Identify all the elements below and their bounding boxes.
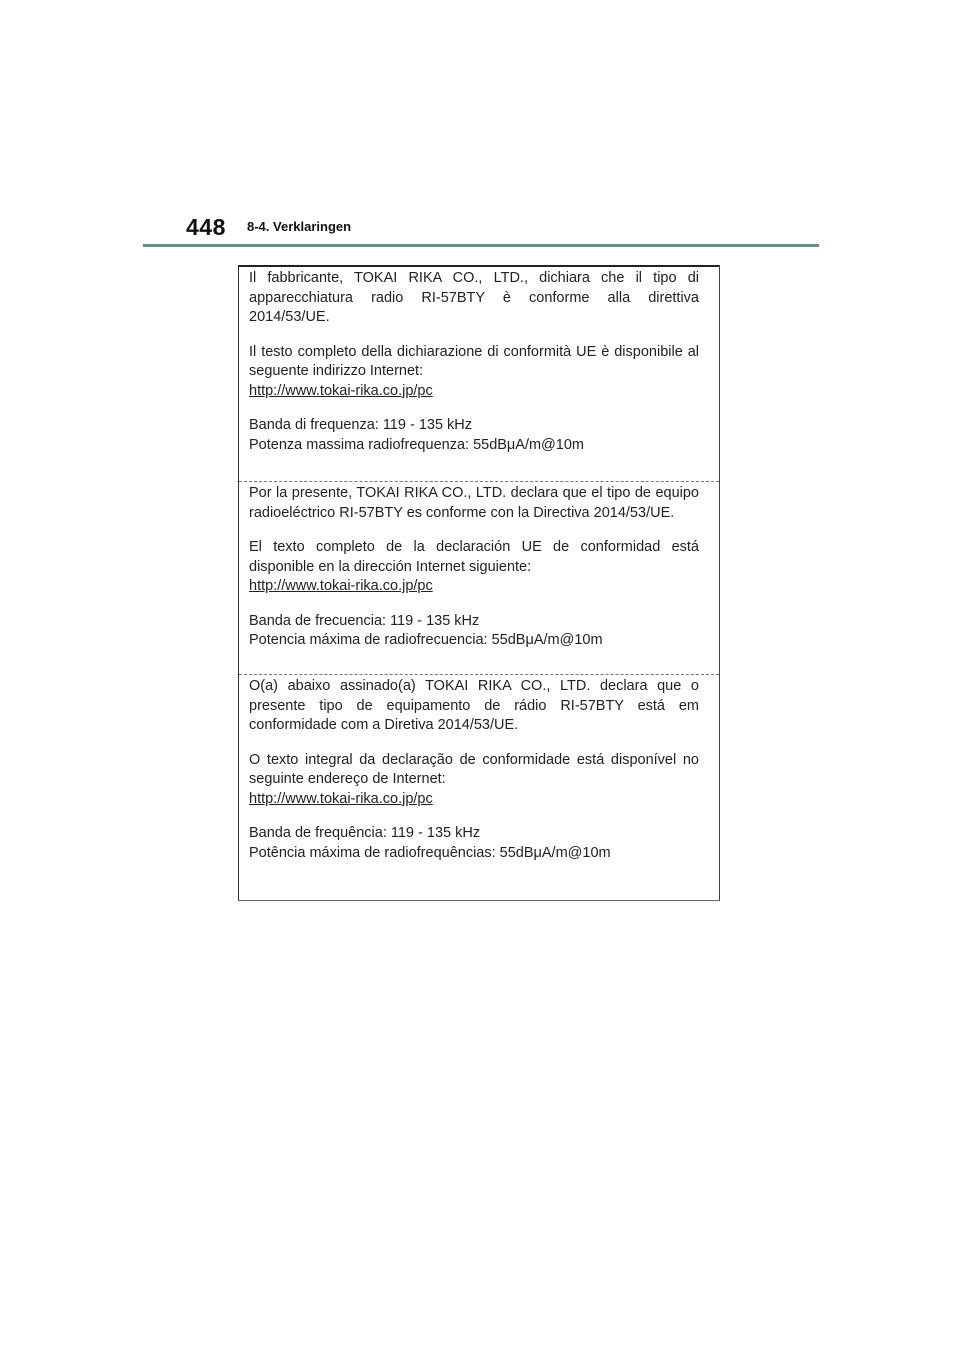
declaration-box: [238, 265, 720, 901]
italian-intro: Il fabbricante, TOKAI RIKA CO., LTD., dichiara che il tipo di apparecchiatura radio RI-57BTY è conforme alla direttiva 2014/53/UE.: [249, 270, 699, 325]
spanish-intro: Por la presente, TOKAI RIKA CO., LTD. declara que el tipo de equipo radioeléctrico RI-57BTY es conforme con la Directiva 2014/53/UE.: [249, 485, 699, 521]
box-top-border: [239, 265, 719, 267]
portuguese-band: Banda de frequência: 119 - 135 kHz: [249, 825, 481, 841]
declaration-spanish: [239, 484, 719, 674]
italian-text-intro: Il testo completo della dichiarazione di conformità UE è disponibile al seguente indirizzo Internet:: [249, 343, 699, 379]
page-number: 448: [186, 214, 226, 240]
portuguese-link[interactable]: http://www.tokai-rika.co.jp/pc: [249, 790, 433, 807]
italian-link[interactable]: http://www.tokai-rika.co.jp/pc: [249, 382, 433, 399]
declaration-italian: [239, 269, 719, 481]
portuguese-text-intro: O texto integral da declaração de conformidade está disponível no seguinte endereço de Internet:: [249, 751, 699, 787]
section-title: 8-4. Verklaringen: [247, 219, 352, 234]
spanish-text-intro: El texto completo de la declaración UE de conformidad está disponible en la dirección Internet siguiente:: [249, 539, 699, 575]
italian-band: Banda di frequenza: 119 - 135 kHz: [249, 417, 473, 433]
portuguese-power: Potência máxima de radiofrequências: 55dBμA/m@10m: [249, 844, 611, 861]
separator-divider: [239, 481, 719, 482]
spanish-link[interactable]: http://www.tokai-rika.co.jp/pc: [249, 578, 433, 594]
declaration-portuguese: [239, 677, 719, 897]
portuguese-intro: O(a) abaixo assinado(a) TOKAI RIKA CO., LTD. declara que o presente tipo de equipamento de rádio RI-57BTY está em conformidade com a Diretiva 2014/53/UE.: [249, 678, 699, 733]
separator-divider: [239, 674, 719, 675]
spanish-power: Potencia máxima de radiofrecuencia: 55dBμA/m@10m: [249, 632, 603, 648]
header-rule: [143, 244, 819, 247]
italian-power: Potenza massima radiofrequenza: 55dBμA/m@10m: [249, 436, 584, 453]
spanish-band: Banda de frecuencia: 119 - 135 kHz: [249, 612, 480, 629]
